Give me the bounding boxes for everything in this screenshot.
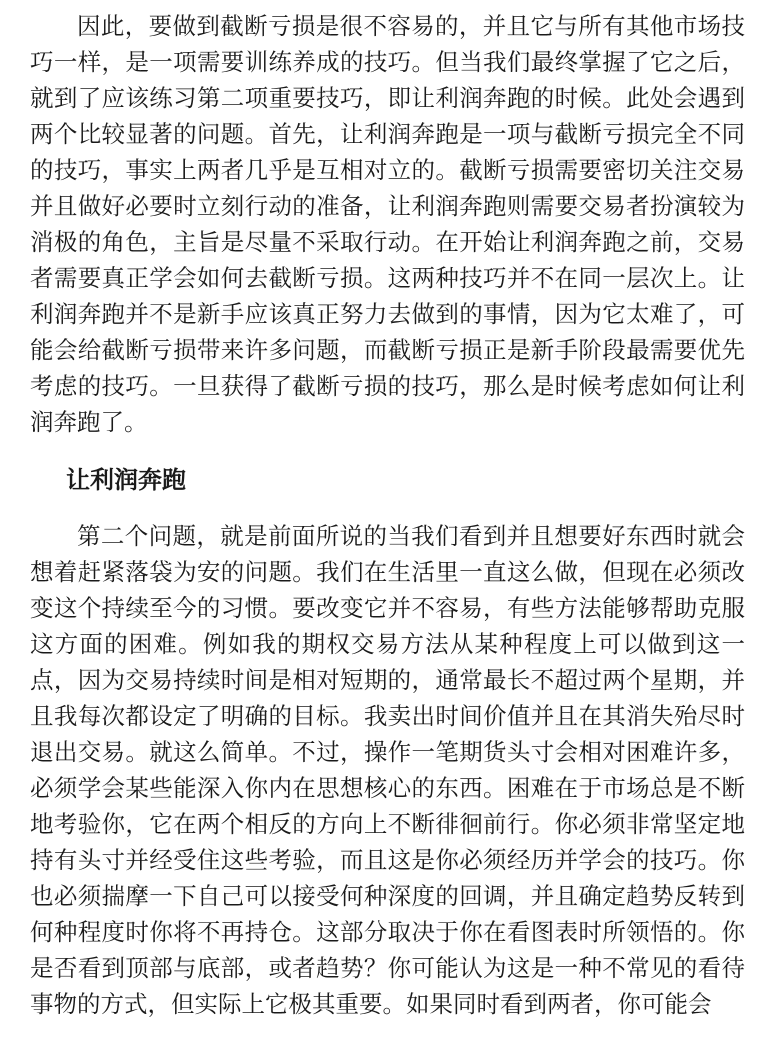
section-heading: 让利润奔跑 — [66, 466, 186, 494]
body-paragraph-2: 第二个问题，就是前面所说的当我们看到并且想要好东西时就会想着赶紧落袋为安的问题。我们在生活里一直这么做，但现在必须改变这个持续至今的习惯。要改变它并不容易，有些方法能够帮助克服这方面的困难。例如我的期权交易方法从某种程度上可以做到这一点，因为交易持续时间是相对短期的，通常最长不超过两个星期，并且我每次都设定了明确的目标。我卖出时间价值并且在其消失殆尽时退出交易。就这么简单。不过，操作一笔期货头寸会相对困难许多，必须学会某些能深入你内在思想核心的东西。困难在于市场总是不断地考验你，它在两个相反的方向上不断徘徊前行。你必须非常坚定地持有头寸并经受住这些考验，而且这是你必须经历并学会的技巧。你也必须揣摩一下自己可以接受何种深度的回调，并且确定趋势反转到何种程度时你将不再持仓。这部分取决于你在看图表时所领悟的。你是否看到顶部与底部，或者趋势？你可能认为这是一种不常见的看待事物的方式，但实际上它极其重要。如果同时看到两者，你可能会 — [30, 522, 745, 1018]
document-page — [30, 8, 745, 1022]
body-paragraph-1: 因此，要做到截断亏损是很不容易的，并且它与所有其他市场技巧一样，是一项需要训练养成的技巧。但当我们最终掌握了它之后，就到了应该练习第二项重要技巧，即让利润奔跑的时候。此处会遇到两个比较显著的问题。首先，让利润奔跑是一项与截断亏损完全不同的技巧，事实上两者几乎是互相对立的。截断亏损需要密切关注交易并且做好必要时立刻行动的准备，让利润奔跑则需要交易者扮演较为消极的角色，主旨是尽量不采取行动。在开始让利润奔跑之前，交易者需要真正学会如何去截断亏损。这两种技巧并不在同一层次上。让利润奔跑并不是新手应该真正努力去做到的事情，因为它太难了，可能会给截断亏损带来许多问题，而截断亏损正是新手阶段最需要优先考虑的技巧。一旦获得了截断亏损的技巧，那么是时候考虑如何让利润奔跑了。 — [30, 12, 745, 436]
